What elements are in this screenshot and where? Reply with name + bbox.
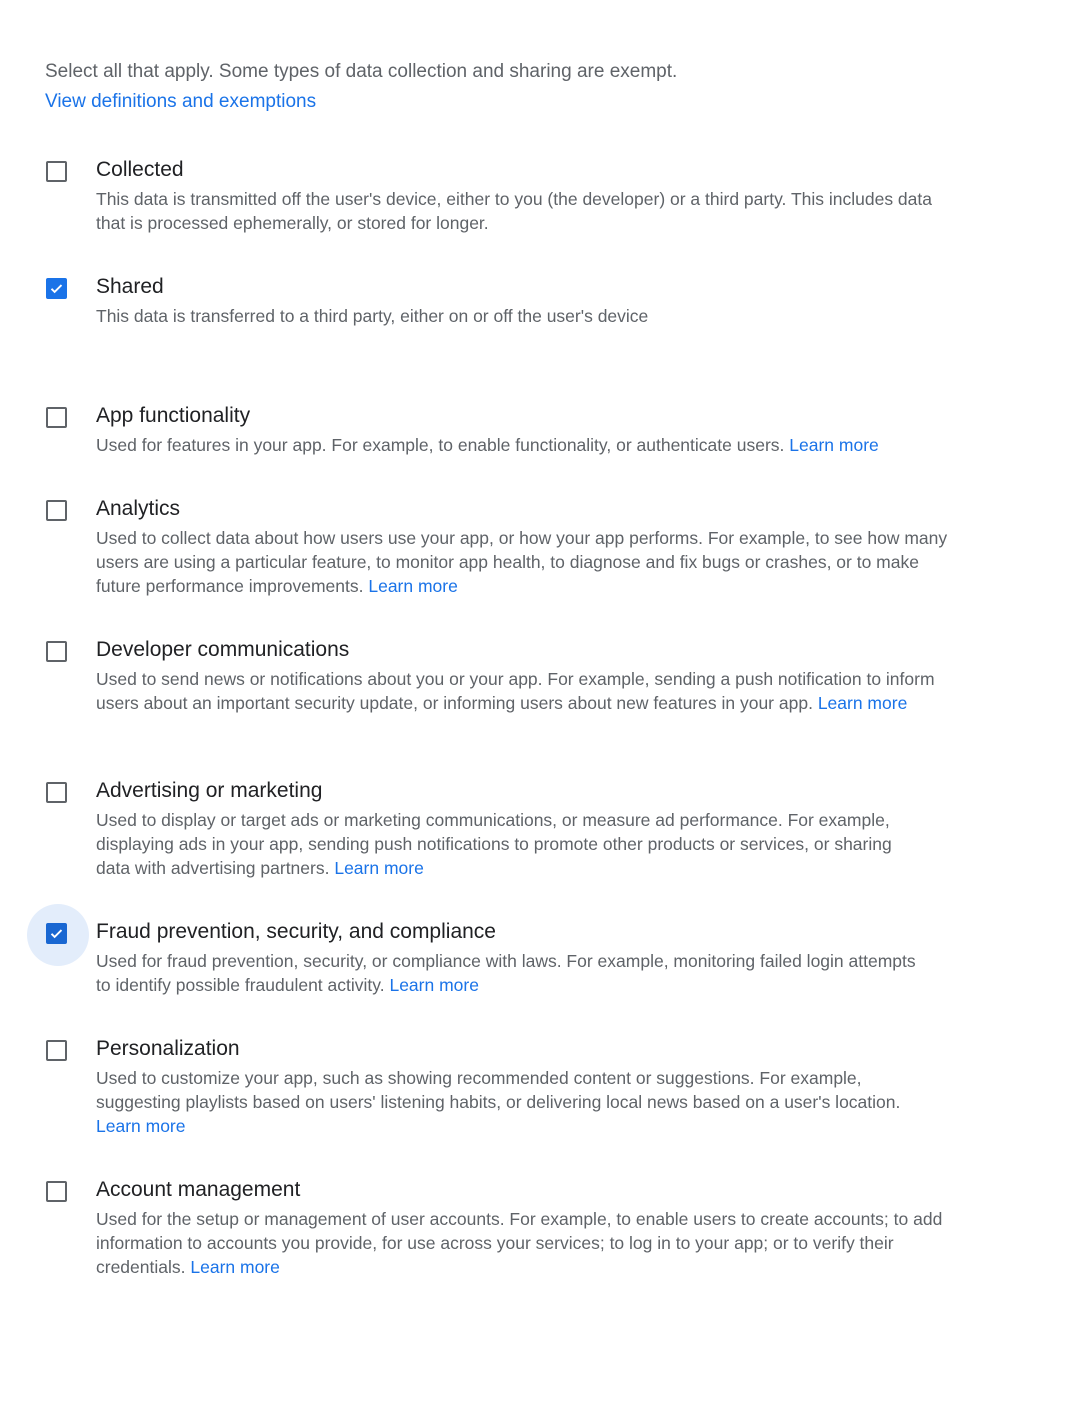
- option-title: App functionality: [96, 404, 251, 427]
- intro-text: Select all that apply. Some types of data collection and sharing are exempt.: [45, 61, 678, 82]
- description-text: Used to send news or notifications about you or your app. For example, sending a push notification to inform users about an important security update, or informing users about new features in your app.: [96, 669, 935, 713]
- option-title: Advertising or marketing: [96, 779, 323, 802]
- description-text: Used to customize your app, such as showing recommended content or suggestions. For example, suggesting playlists based on users' listening habits, or delivering local news based on a user's location.: [96, 1068, 901, 1112]
- option-title: Shared: [96, 275, 164, 298]
- option-description: [96, 433, 956, 457]
- learn-more-link[interactable]: Learn more: [368, 576, 458, 596]
- learn-more-link[interactable]: Learn more: [96, 1116, 186, 1136]
- option-description: [96, 667, 966, 715]
- checkbox-app-functionality[interactable]: [46, 407, 67, 428]
- option-description: [96, 949, 926, 997]
- option-title: Account management: [96, 1178, 301, 1201]
- checkbox-advertising-marketing[interactable]: [46, 782, 67, 803]
- option-description: [96, 526, 956, 598]
- description-text: Used to display or target ads or marketing communications, or measure ad performance. For example, displaying ads in your app, sending push notifications to promote other products or services, or sharing data with advertising partners.: [96, 810, 892, 878]
- learn-more-link[interactable]: Learn more: [389, 975, 479, 995]
- checkbox-collected[interactable]: [46, 161, 67, 182]
- checkbox-developer-communications[interactable]: [46, 641, 67, 662]
- learn-more-link[interactable]: Learn more: [190, 1257, 280, 1277]
- view-definitions-link[interactable]: View definitions and exemptions: [45, 91, 317, 112]
- option-title: Fraud prevention, security, and compliance: [96, 920, 496, 943]
- intro-section: [45, 59, 1005, 115]
- option-title: Developer communications: [96, 638, 350, 661]
- description-text: Used for features in your app. For example, to enable functionality, or authenticate users.: [96, 435, 785, 455]
- description-text: Used for the setup or management of user accounts. For example, to enable users to create accounts; to add information to accounts you provide, for use across your services; to log in to your app; or to verify their credentials.: [96, 1209, 943, 1277]
- check-icon: [49, 281, 64, 296]
- option-description: [96, 1066, 936, 1138]
- option-description: [96, 1207, 946, 1279]
- description-text: Used for fraud prevention, security, or compliance with laws. For example, monitoring failed login attempts to identify possible fraudulent activity.: [96, 951, 916, 995]
- checkbox-fraud-prevention[interactable]: [46, 923, 67, 944]
- checkbox-analytics[interactable]: [46, 500, 67, 521]
- option-title: Personalization: [96, 1037, 240, 1060]
- learn-more-link[interactable]: Learn more: [789, 435, 879, 455]
- description-text: Used to collect data about how users use your app, or how your app performs. For example, to see how many users are using a particular feature, to monitor app health, to diagnose and fix bugs or crashes, or to make future performance improvements.: [96, 528, 948, 596]
- learn-more-link[interactable]: Learn more: [334, 858, 424, 878]
- checkbox-personalization[interactable]: [46, 1040, 67, 1061]
- option-title: Collected: [96, 158, 184, 181]
- option-title: Analytics: [96, 497, 181, 520]
- check-icon: [49, 926, 64, 941]
- option-description: [96, 808, 896, 880]
- option-description: This data is transferred to a third party, either on or off the user's device: [96, 306, 649, 326]
- learn-more-link[interactable]: Learn more: [817, 693, 908, 713]
- checkbox-shared[interactable]: [46, 278, 67, 299]
- checkbox-account-management[interactable]: [46, 1181, 67, 1202]
- option-description: This data is transmitted off the user's device, either to you (the developer) or a third party. This includes data that is processed ephemerally, or stored for longer.: [96, 189, 932, 233]
